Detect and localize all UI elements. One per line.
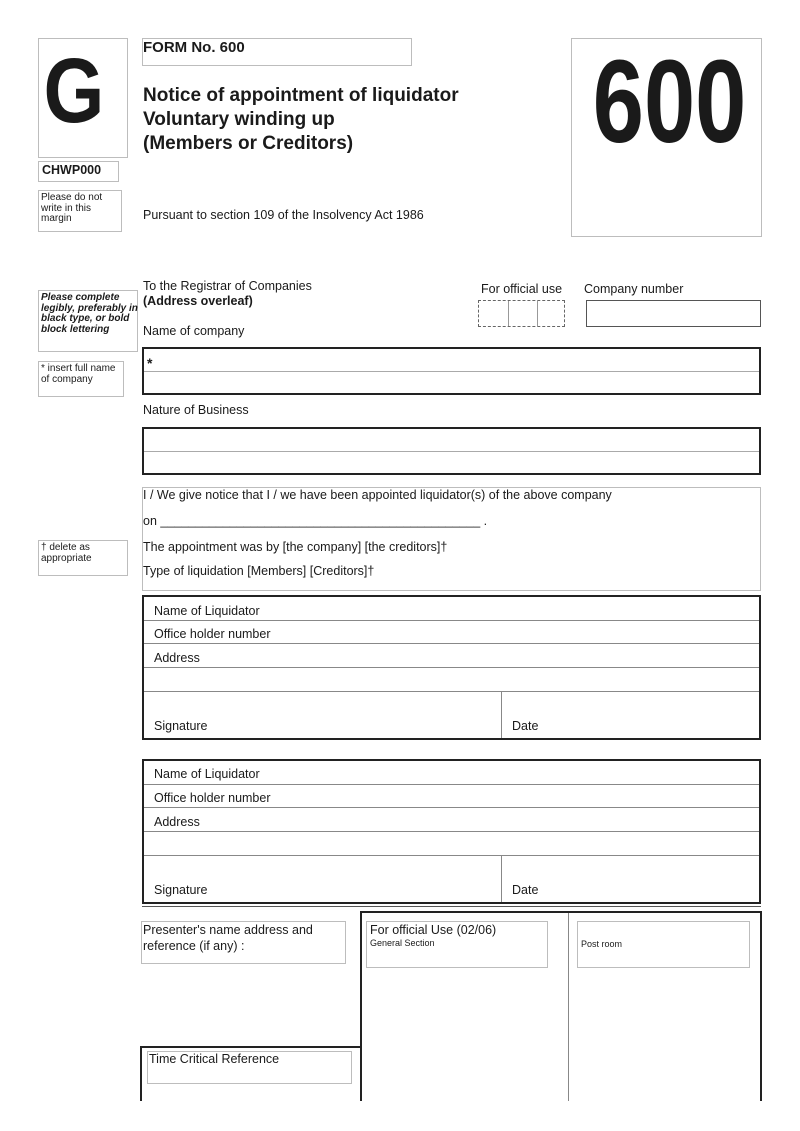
notice-line: I / We give notice that I / we have been appointed liquidator(s) of the above company — [143, 488, 612, 502]
official-use-general-box — [366, 921, 548, 968]
nature-of-business-label: Nature of Business — [143, 403, 249, 417]
margin-note-text: * insert full name of company — [41, 363, 116, 385]
signature-label: Signature — [154, 719, 208, 733]
liquidation-type-line: Type of liquidation [Members] [Creditors]† — [143, 564, 375, 578]
appointment-date-line[interactable]: on ______________________________________________ . — [143, 514, 488, 528]
time-critical-field[interactable] — [147, 1051, 352, 1084]
registrar-line: To the Registrar of Companies — [143, 279, 312, 293]
address-overleaf: (Address overleaf) — [143, 294, 253, 308]
company-name-field[interactable] — [142, 347, 761, 395]
company-number-field[interactable] — [586, 300, 761, 327]
official-use-label: For official use — [481, 282, 563, 296]
form-title — [143, 84, 459, 156]
appointment-by-line: The appointment was by [the company] [the creditors]† — [143, 540, 448, 554]
liquidator-block-1 — [142, 595, 761, 740]
title-line-3: (Members or Creditors) — [143, 133, 354, 154]
official-use-footer-label: For official Use (02/06) — [370, 923, 497, 937]
liquidator-block-2 — [142, 759, 761, 904]
margin-note-complete-legibly — [38, 290, 138, 352]
margin-note-text: † delete as appropriate — [41, 542, 92, 564]
margin-note-text: Please do not write in this margin — [41, 192, 103, 224]
office-holder-label: Office holder number — [154, 791, 271, 805]
official-use-boxes — [478, 300, 565, 327]
date-label: Date — [512, 883, 539, 897]
form-code: CHWP000 — [42, 163, 102, 177]
presenter-label: Presenter's name address and reference (if any) : — [143, 923, 313, 953]
company-name-asterisk: * — [147, 355, 153, 371]
title-line-1: Notice of appointment of liquidator — [143, 85, 459, 106]
date-label: Date — [512, 719, 539, 733]
form-letter-box — [38, 38, 128, 158]
form-letter: G — [43, 40, 105, 142]
liquidator-name-label: Name of Liquidator — [154, 604, 260, 618]
post-room-label: Post room — [581, 939, 623, 949]
margin-note-do-not-write — [38, 190, 122, 232]
address-label: Address — [154, 651, 200, 665]
general-section-label: General Section — [370, 938, 435, 948]
title-line-2: Voluntary winding up — [143, 109, 335, 130]
margin-note-delete-as — [38, 540, 128, 576]
big-number-box — [571, 38, 762, 237]
company-number-label: Company number — [584, 282, 684, 296]
company-name-label: Name of company — [143, 324, 245, 338]
big-form-number: 600 — [592, 36, 747, 168]
margin-note-insert-name — [38, 361, 124, 397]
footer-divider — [142, 906, 761, 907]
form-number: FORM No. 600 — [143, 39, 245, 56]
nature-of-business-field[interactable] — [142, 427, 761, 475]
liquidator-name-label: Name of Liquidator — [154, 767, 260, 781]
time-critical-label: Time Critical Reference — [149, 1052, 280, 1066]
form-number-box — [142, 38, 412, 66]
office-holder-label: Office holder number — [154, 627, 271, 641]
presenter-box[interactable] — [141, 921, 346, 964]
address-label: Address — [154, 815, 200, 829]
signature-label: Signature — [154, 883, 208, 897]
pursuant-text: Pursuant to section 109 of the Insolvency Act 1986 — [143, 208, 424, 222]
post-room-box — [577, 921, 750, 968]
margin-note-text: Please complete legibly, preferably in black type, or bold block lettering — [41, 292, 138, 335]
form-code-box — [38, 161, 119, 182]
